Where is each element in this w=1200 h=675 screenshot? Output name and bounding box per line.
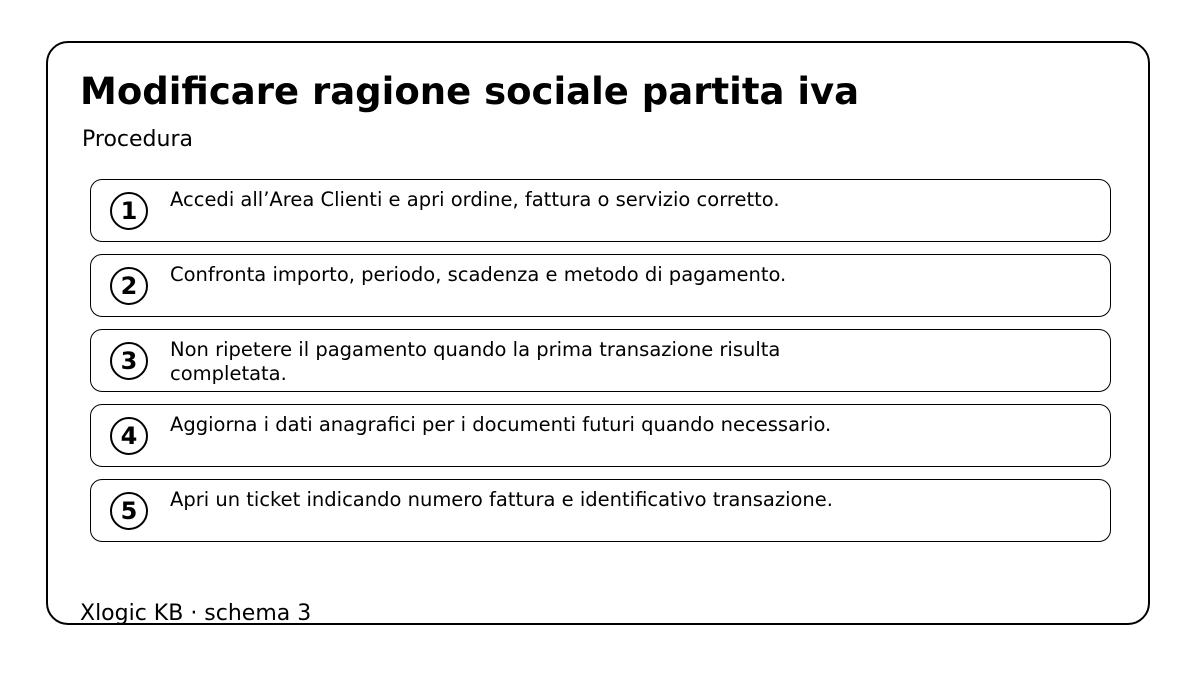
step-number-badge: 2	[110, 267, 148, 305]
step-4	[90, 404, 1111, 467]
step-2	[90, 254, 1111, 317]
page-title: Modificare ragione sociale partita iva	[80, 70, 860, 113]
step-number-badge: 4	[110, 417, 148, 455]
step-number-badge: 3	[110, 342, 148, 380]
step-5	[90, 479, 1111, 542]
step-1	[90, 179, 1111, 242]
step-text: Confronta importo, periodo, scadenza e metodo di pagamento.	[170, 263, 787, 286]
step-number-badge: 5	[110, 492, 148, 530]
step-text: Apri un ticket indicando numero fattura e identificativo transazione.	[170, 488, 833, 511]
procedure-steps	[90, 179, 1111, 554]
footer-caption: Xlogic KB · schema 3	[80, 601, 312, 626]
step-text: Accedi all’Area Clienti e apri ordine, fattura o servizio corretto.	[170, 188, 780, 211]
step-3	[90, 329, 1111, 392]
step-text: Non ripetere il pagamento quando la prima transazione risulta completata.	[170, 338, 781, 385]
section-subtitle: Procedura	[82, 127, 193, 152]
step-number-badge: 1	[110, 192, 148, 230]
step-text: Aggiorna i dati anagrafici per i documenti futuri quando necessario.	[170, 413, 832, 436]
